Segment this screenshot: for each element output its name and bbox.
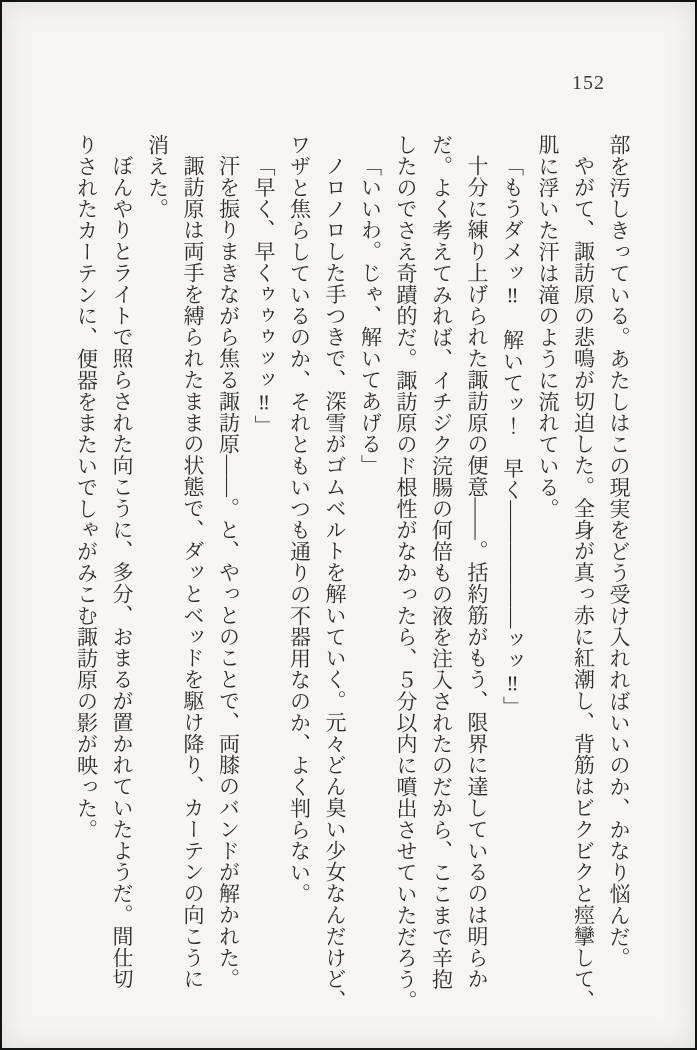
text-line: したのでさえ奇蹟的だ。諏訪原のド根性がなかったら、５分以内に噴出させていただろう。 <box>394 134 418 1012</box>
text-line: ぼんやりとライトで照らされた向こうに、多分、おまるが置かれていたようだ。間仕切 <box>110 155 134 990</box>
text-line: ノロノロした手つきで、深雪がゴムベルトを解いていく。元々どん臭い少女なんだけど、 <box>323 155 347 1011</box>
text-line: 汗を振りまきながら焦る諏訪原——。と、やっとのことで、両膝のバンドが解かれた。 <box>216 155 241 990</box>
vertical-text <box>68 134 636 1016</box>
text-line: 「早く、早くゥゥゥッッ‼」 <box>252 155 276 437</box>
text-line: 部を汚しきっている。あたしはこの現実をどう受け入れればいいのか、かなり悩んだ。 <box>607 134 631 969</box>
text-line: りされたカーテンに、便器をまたいでしゃがみこむ諏訪原の影が映った。 <box>74 134 99 841</box>
text-line: 肌に浮いた汗は滝のように流れている。 <box>536 134 560 520</box>
page-number: 152 <box>572 72 605 94</box>
text-line: 諏訪原は両手を縛られたままの状態で、ダッとベッドを駆け降り、カーテンの向こうに <box>181 155 205 990</box>
text-line: 「もうダメッ‼ 解いてッ！ 早く——————ッッ‼」 <box>500 155 525 718</box>
text-line: 十分に練り上げられた諏訪原の便意——。括約筋がもう、限界に達しているのは明らか <box>465 155 489 990</box>
text-line: 消えた。 <box>145 134 170 220</box>
text-line: 「いいわ。じゃ、解いてあげる」 <box>358 155 383 476</box>
text-line: やがて、諏訪原の悲鳴が切迫した。全身が真っ赤に紅潮し、背筋はビクビクと痙攣して、 <box>571 155 596 1011</box>
text-line: ワザと焦らしているのか、それともいつも通りの不器用なのか、よく判らない。 <box>287 134 312 905</box>
text-line: だ。よく考えてみれば、イチジク浣腸の何倍もの液を注入されたのだから、ここまで辛抱 <box>429 134 454 990</box>
